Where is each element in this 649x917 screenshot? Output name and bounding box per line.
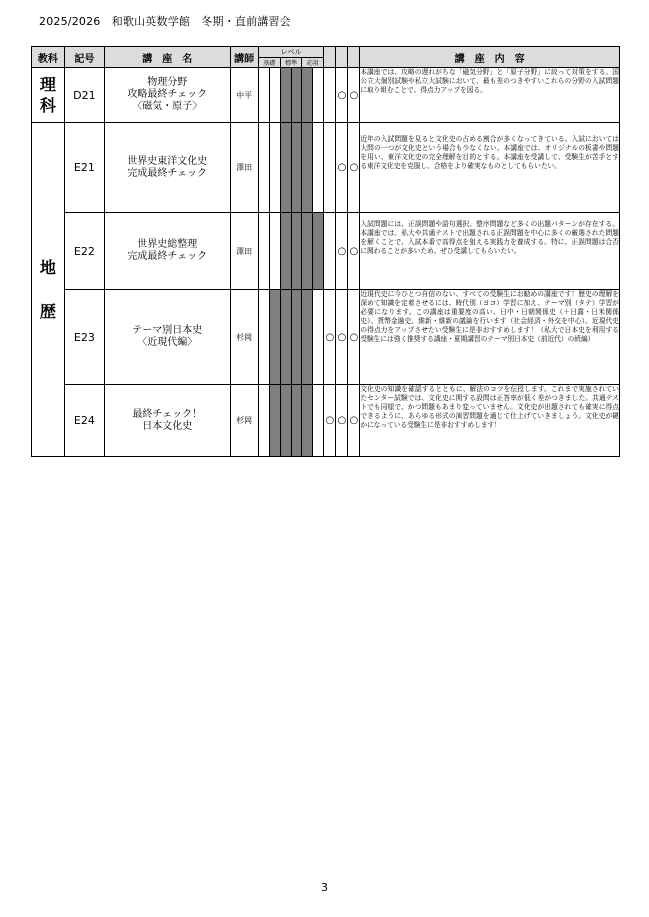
mark-cell: ○ bbox=[348, 68, 360, 123]
course-name-line: 完成最終チェック bbox=[127, 251, 208, 262]
mark-cell bbox=[324, 123, 336, 213]
level-cell bbox=[258, 290, 269, 385]
level-cell-filled bbox=[291, 385, 302, 457]
document-header: 2025/2026 和歌山英数学館 冬期・直前講習会 bbox=[39, 15, 291, 28]
header-teacher: 講師 bbox=[230, 47, 258, 68]
course-name-line: 最終チェック！ bbox=[132, 408, 203, 420]
level-cell-filled bbox=[302, 385, 313, 457]
level-cell-filled bbox=[313, 213, 324, 290]
course-description: 入試問題には、正誤問題や語句選択、整序問題など多くの出題パターンが存在する。本講座では、私大や共通テストで出題される正誤問題を中心に多くの厳選された問題を解くことで、入試本番で高得点を狙える実践力を養成する。特に、正誤問題は合否に関わることが多いため、ぜひ受講してもらいたい。 bbox=[360, 213, 620, 290]
course-code: E21 bbox=[64, 123, 104, 213]
level-cell bbox=[269, 213, 280, 290]
level-cell-filled bbox=[302, 290, 313, 385]
page-number: 3 bbox=[321, 881, 328, 894]
course-code: D21 bbox=[64, 68, 104, 123]
course-teacher: 杉岡 bbox=[230, 385, 258, 457]
level-cell-filled bbox=[302, 213, 313, 290]
mark-cell: ○ bbox=[348, 385, 360, 457]
header-subject: 教科 bbox=[32, 47, 65, 68]
level-cell bbox=[258, 123, 269, 213]
course-name-line: 〈近現代編〉 bbox=[137, 337, 198, 348]
subject-geohistory bbox=[32, 123, 65, 457]
level-cell bbox=[258, 213, 269, 290]
level-cell-filled bbox=[269, 290, 280, 385]
course-table bbox=[31, 46, 620, 457]
course-teacher: 澤田 bbox=[230, 213, 258, 290]
course-row-d21 bbox=[32, 68, 620, 123]
level-cell bbox=[269, 68, 280, 123]
mark-cell bbox=[324, 68, 336, 123]
header-level-standard: 標準 bbox=[280, 58, 302, 68]
mark-cell: ○ bbox=[324, 290, 336, 385]
course-row-e23 bbox=[32, 290, 620, 385]
level-cell-filled bbox=[280, 213, 291, 290]
level-cell-filled bbox=[291, 213, 302, 290]
course-name-line: テーマ別日本史 bbox=[132, 325, 203, 336]
level-cell bbox=[258, 68, 269, 123]
course-name-line: 攻略最終チェック bbox=[127, 89, 208, 100]
level-cell bbox=[313, 68, 324, 123]
course-teacher: 中平 bbox=[230, 68, 258, 123]
course-code: E23 bbox=[64, 290, 104, 385]
subject-geohistory-label: 地歴 bbox=[39, 257, 56, 321]
header-content: 講 座 内 容 bbox=[360, 47, 620, 68]
course-name bbox=[105, 68, 230, 123]
level-cell-filled bbox=[280, 385, 291, 457]
level-cell bbox=[313, 290, 324, 385]
level-cell-filled bbox=[291, 290, 302, 385]
header-level-advanced: 応用 bbox=[302, 58, 324, 68]
level-cell bbox=[313, 123, 324, 213]
course-name-line: 〈磁気・原子〉 bbox=[132, 101, 203, 112]
subject-science-label: 理科 bbox=[39, 75, 56, 115]
course-name bbox=[105, 290, 230, 385]
course-row-e24 bbox=[32, 385, 620, 457]
level-cell-filled bbox=[302, 123, 313, 213]
course-row-e21 bbox=[32, 123, 620, 213]
header-code: 記号 bbox=[64, 47, 104, 68]
subject-science bbox=[32, 68, 65, 123]
header-level: レベル bbox=[258, 47, 324, 58]
header-name: 講 座 名 bbox=[105, 47, 230, 68]
course-teacher: 杉岡 bbox=[230, 290, 258, 385]
level-cell-filled bbox=[280, 123, 291, 213]
table-header-row bbox=[32, 47, 620, 58]
header-mark-2 bbox=[336, 47, 348, 68]
mark-cell: ○ bbox=[336, 213, 348, 290]
mark-cell bbox=[324, 213, 336, 290]
mark-cell: ○ bbox=[336, 385, 348, 457]
level-cell bbox=[269, 123, 280, 213]
course-code: E22 bbox=[64, 213, 104, 290]
course-name bbox=[105, 385, 230, 457]
mark-cell: ○ bbox=[348, 290, 360, 385]
course-name-line: 完成最終チェック bbox=[127, 167, 208, 179]
level-cell-filled bbox=[269, 385, 280, 457]
mark-cell: ○ bbox=[336, 68, 348, 123]
mark-cell: ○ bbox=[336, 290, 348, 385]
course-description: 本講座では、攻略の遅れがちな「磁気分野」と「原子分野」に絞って対策をする。国公立大個別試験や私立大試験において、最も差のつきやすいこれらの分野の入試問題に取り組むことで、得点力アップを図る。 bbox=[360, 68, 620, 123]
course-name-line: 日本文化史 bbox=[142, 420, 193, 432]
mark-cell: ○ bbox=[348, 213, 360, 290]
course-description: 近現代史に今ひとつ自信のない、すべての受験生にお勧めの講座です！歴史の理解を深めて知識を定着させるには、時代別（ヨコ）学習に加え、テーマ別（タテ）学習が必要になります。この講座は重要度の高い、日中・日朝関係史（＋日露・日米関係史）、貨幣金融史、維新・維新の議論を行います（社会経済・外交を中心）。近現代史の得点力をアップさせたい受験生に是非おすすめします！（私大で日本史を利用する受験生には強く推奨する講座・夏期講習のテーマ別日本史（前近代）の続編） bbox=[360, 290, 620, 385]
level-cell-filled bbox=[280, 290, 291, 385]
course-name bbox=[105, 213, 230, 290]
course-name bbox=[105, 123, 230, 213]
course-code: E24 bbox=[64, 385, 104, 457]
level-cell bbox=[313, 385, 324, 457]
course-row-e22 bbox=[32, 213, 620, 290]
level-cell-filled bbox=[291, 68, 302, 123]
course-description: 文化史の知識を確認するとともに、解法のコツを伝授します。これまで実施されていたセンター試験では、文化史に関する設問は正答率が低く差がつきました。共通テストでも同様で、かつ問題もあまり変っていません。文化史が出題されても確実に得点できるように、あらゆる形式の演習問題を通じて仕上げていきましょう。文化史が鍵かになっている受験生に是非おすすめします！ bbox=[360, 385, 620, 457]
level-cell-filled bbox=[302, 68, 313, 123]
header-mark-1 bbox=[324, 47, 336, 68]
course-name-line: 物理分野 bbox=[147, 77, 188, 88]
mark-cell: ○ bbox=[324, 385, 336, 457]
mark-cell: ○ bbox=[336, 123, 348, 213]
level-cell-filled bbox=[291, 123, 302, 213]
header-mark-3 bbox=[348, 47, 360, 68]
course-teacher: 澤田 bbox=[230, 123, 258, 213]
course-name-line: 世界史東洋文化史 bbox=[127, 155, 208, 167]
level-cell-filled bbox=[280, 68, 291, 123]
mark-cell: ○ bbox=[348, 123, 360, 213]
header-level-basic: 基礎 bbox=[258, 58, 280, 68]
course-description: 近年の入試問題を見ると文化史の占める割合が多くなってきている。入試においては大問の一つが文化史という場合も少なくない。本講座では、オリジナルの板書や問題を用い、東洋文化史の完全理解を目的とする。本講座を受講して、受験生が苦手とする東洋文化史を克服し、合格をより確実なものとしてもらいたい。 bbox=[360, 123, 620, 213]
level-cell bbox=[258, 385, 269, 457]
course-name-line: 世界史総整理 bbox=[137, 239, 198, 250]
